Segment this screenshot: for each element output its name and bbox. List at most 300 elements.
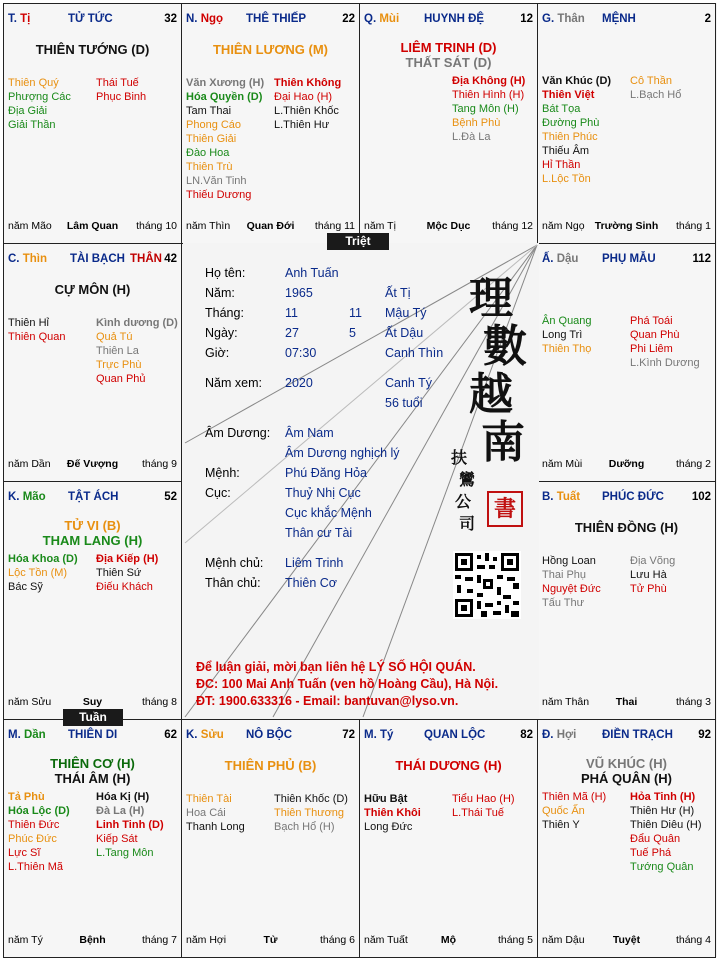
label-nam: Năm: <box>205 286 235 300</box>
minor-star: Hỏa Tinh (H) <box>630 791 696 803</box>
palace-header <box>542 253 711 269</box>
minor-star: Tuế Phá <box>630 847 672 859</box>
main-stars <box>538 520 715 535</box>
minor-star: L.Thiên Mã <box>8 861 64 873</box>
minor-star: Thiên Diêu (H) <box>630 819 702 831</box>
footer-year: năm Tý <box>8 934 43 946</box>
main-stars <box>182 42 359 57</box>
footer-year: năm Mùi <box>542 458 583 470</box>
minor-stars-right <box>630 554 675 596</box>
main-stars <box>182 758 359 773</box>
palace-cell-suu[interactable] <box>181 719 360 958</box>
minor-stars-left <box>186 76 264 202</box>
footer-month: tháng 11 <box>314 220 355 232</box>
main-star: THIÊN ĐỒNG (H) <box>574 520 679 535</box>
palace-header <box>186 729 355 745</box>
minor-star: Hữu Bật <box>364 793 408 805</box>
main-star: LIÊM TRINH (D) <box>400 40 497 55</box>
minor-star: Điếu Khách <box>96 581 153 593</box>
palace-footer <box>542 696 711 710</box>
minor-star: Thiên Thọ <box>542 343 592 355</box>
info-values-2 <box>285 423 400 593</box>
minor-star: Ân Quang <box>542 315 592 327</box>
footer-year: năm Thìn <box>186 220 231 232</box>
minor-stars-right <box>274 76 341 132</box>
life-stage: Bệnh <box>79 934 106 946</box>
minor-star: Phượng Các <box>8 91 71 103</box>
footer-year: năm Tị <box>364 220 396 232</box>
main-star: TỬ VI (B) <box>64 518 121 533</box>
main-star: THIÊN CƠ (H) <box>50 756 135 771</box>
footer-year: năm Dần <box>8 458 51 470</box>
palace-footer <box>542 934 711 948</box>
qr-code-icon[interactable] <box>453 551 521 619</box>
minor-stars-right <box>630 314 700 370</box>
can-chi: T. Tị <box>8 13 31 25</box>
minor-star: L.Thái Tuế <box>452 807 504 819</box>
value-thang-am: 11 <box>349 306 362 320</box>
palace-age: 92 <box>698 729 711 741</box>
palace-header <box>8 253 177 269</box>
value-cuc-3: Thân cư Tài <box>285 526 353 540</box>
minor-star: Bạch Hổ (H) <box>274 821 335 833</box>
palace-cell-thin[interactable] <box>3 243 182 482</box>
value-gio-can: Canh Thìn <box>385 346 444 360</box>
minor-star: Thiên Khốc (D) <box>274 793 348 805</box>
can-chi: B. Tuất <box>542 491 581 503</box>
minor-star: Thiên Tài <box>186 793 232 805</box>
info-can-chi <box>385 283 443 413</box>
contact-line-1: Để luận giải, mời bạn liên hệ LÝ SỐ HỘI QUÁN. <box>196 660 476 674</box>
minor-star: Thiên Khôi <box>364 807 421 819</box>
main-stars <box>360 758 537 773</box>
value-nam-xem-can: Canh Tý <box>385 376 433 390</box>
life-stage: Trường Sinh <box>594 220 659 232</box>
minor-star: Hồng Loan <box>542 555 596 567</box>
palace-name: TẬT ÁCH <box>68 491 119 503</box>
life-stage: Mộ <box>440 934 457 946</box>
minor-stars-left <box>8 552 78 594</box>
minor-star: Hóa Khoa (D) <box>8 553 78 565</box>
palace-name: TÀI BẠCH <box>70 253 125 265</box>
main-star: CỰ MÔN (H) <box>54 282 131 297</box>
minor-stars-right <box>96 552 158 594</box>
minor-stars-left <box>542 314 592 356</box>
than-marker: THÂN <box>130 253 162 265</box>
can-chi: M. Tý <box>364 729 394 741</box>
footer-month: tháng 10 <box>136 220 177 232</box>
label-nam-xem: Năm xem: <box>205 376 262 390</box>
contact-line-3: ĐT: 1900.633316 - Email: bantuvan@lyso.vn. <box>196 694 459 708</box>
minor-star: Đại Hao (H) <box>274 91 333 103</box>
minor-star: Long Đức <box>364 821 413 833</box>
footer-month: tháng 6 <box>319 934 355 946</box>
label-menh: Mệnh: <box>205 466 240 480</box>
minor-star: Văn Khúc (D) <box>542 75 612 87</box>
minor-star: Thiên Quý <box>8 77 59 89</box>
minor-stars-left <box>542 554 601 610</box>
can-chi: Đ. Hợi <box>542 729 577 741</box>
info-labels-2 <box>205 423 270 593</box>
minor-star: Hóa Quyền (D) <box>186 91 263 103</box>
minor-star: Lưu Hà <box>630 569 667 581</box>
main-stars <box>538 756 715 786</box>
minor-stars-right <box>452 792 515 820</box>
minor-star: Bát Tọa <box>542 103 581 115</box>
small-char-4: 司 <box>459 514 476 533</box>
palace-age: 72 <box>342 729 355 741</box>
palace-footer <box>186 220 355 234</box>
label-am-duong: Âm Dương: <box>205 426 271 440</box>
minor-star: Thiên Quan <box>8 331 66 343</box>
label-than-chu: Thân chủ: <box>205 576 261 590</box>
minor-star: Tang Môn (H) <box>452 103 519 115</box>
red-seal: 書 <box>487 491 523 527</box>
value-thang-duong: 11 <box>285 306 298 320</box>
palace-age: 2 <box>704 13 711 25</box>
small-char-1: 扶 <box>451 448 468 467</box>
minor-star: Giải Thần <box>8 119 56 131</box>
footer-month: tháng 12 <box>492 220 533 232</box>
tu-vi-chart <box>3 3 717 957</box>
footer-month: tháng 8 <box>141 696 177 708</box>
minor-star: Thanh Long <box>186 821 245 833</box>
minor-star: Thiên Phúc <box>542 131 598 143</box>
minor-star: Phi Liêm <box>630 343 673 355</box>
can-chi: C. Thìn <box>8 253 47 265</box>
small-chars <box>451 447 475 535</box>
footer-month: tháng 4 <box>675 934 711 946</box>
footer-year: năm Dậu <box>542 934 585 946</box>
value-am-duong-2: Âm Dương nghịch lý <box>285 446 400 460</box>
footer-month: tháng 7 <box>141 934 177 946</box>
minor-star: Tấu Thư <box>542 597 585 609</box>
life-stage: Đế Vượng <box>66 458 119 470</box>
minor-star: Quan Phù <box>630 329 680 341</box>
minor-star: Phá Toái <box>630 315 673 327</box>
minor-star: Tử Phù <box>630 583 667 595</box>
minor-star: Thiếu Âm <box>542 145 590 157</box>
palace-age: 22 <box>342 13 355 25</box>
palace-footer <box>8 696 177 710</box>
minor-star: Kình dương (D) <box>96 317 178 329</box>
minor-stars-right <box>96 76 146 104</box>
footer-year: năm Ngọ <box>542 220 585 232</box>
minor-stars-right <box>274 792 348 834</box>
palace-cell-mui[interactable] <box>359 3 538 244</box>
palace-age: 62 <box>164 729 177 741</box>
life-stage: Tử <box>263 934 278 946</box>
life-stage: Thai <box>615 696 638 708</box>
label-thang: Tháng: <box>205 306 244 320</box>
minor-star: Thai Phụ <box>542 569 587 581</box>
minor-stars-left <box>186 792 245 834</box>
value-menh-chu: Liêm Trinh <box>285 556 344 570</box>
palace-header <box>542 491 711 507</box>
footer-year: năm Sửu <box>8 696 52 708</box>
footer-year: năm Thân <box>542 696 590 708</box>
cal-char-1: 理 <box>469 273 513 324</box>
life-stage: Quan Đới <box>246 220 295 232</box>
can-chi: N. Ngọ <box>186 13 224 25</box>
minor-star: Thiên Y <box>542 819 580 831</box>
minor-star: Bác Sỹ <box>8 581 43 593</box>
palace-cell-ngo[interactable] <box>181 3 360 244</box>
minor-stars-left <box>8 790 70 874</box>
minor-stars-left <box>8 76 71 132</box>
minor-star: L.Đà La <box>452 131 491 143</box>
palace-cell-ti[interactable] <box>3 3 182 244</box>
minor-star: Lực Sĩ <box>8 847 41 859</box>
palace-age: 112 <box>692 253 711 265</box>
minor-star: L.Kình Dương <box>630 357 700 369</box>
minor-star: Thiên Việt <box>542 89 595 101</box>
minor-star: Phúc Đức <box>8 833 57 845</box>
minor-star: Hóa Lộc (D) <box>8 805 70 817</box>
minor-stars-right <box>96 790 164 860</box>
minor-stars-right <box>630 790 702 874</box>
value-cuc-1: Thuỷ Nhị Cục <box>285 486 361 500</box>
value-nam-am: Ất Tị <box>385 286 411 300</box>
minor-star: Đường Phù <box>542 117 600 129</box>
value-ho-ten: Anh Tuấn <box>285 266 339 280</box>
palace-name: HUYNH ĐỆ <box>424 13 485 25</box>
contact-info <box>196 659 498 710</box>
minor-star: Hóa Kị (H) <box>96 791 150 803</box>
minor-star: Hoa Cái <box>186 807 226 819</box>
palace-footer <box>364 220 533 234</box>
value-nam-duong: 1965 <box>285 286 313 300</box>
minor-star: LN.Văn Tinh <box>186 175 247 187</box>
palace-name: ĐIỀN TRẠCH <box>602 729 673 741</box>
minor-star: Thiên Thương <box>274 807 345 819</box>
minor-star: Thiên Trù <box>186 161 233 173</box>
label-ngay: Ngày: <box>205 326 238 340</box>
minor-stars-left <box>542 74 611 186</box>
palace-name: MỆNH <box>602 13 636 25</box>
palace-footer <box>186 934 355 948</box>
footer-month: tháng 2 <box>675 458 711 470</box>
minor-star: Phong Cáo <box>186 119 242 131</box>
can-chi: M. Dần <box>8 729 46 741</box>
value-tuoi: 56 tuổi <box>385 396 423 410</box>
main-stars <box>4 756 181 786</box>
minor-star: Nguyệt Đức <box>542 583 601 595</box>
minor-star: Thiên Không <box>274 77 342 89</box>
main-star: THIÊN PHỦ (B) <box>224 758 317 773</box>
contact-line-2: ĐC: 100 Mai Anh Tuấn (ven hồ Hoàng Cầu), Hà Nội. <box>196 677 499 691</box>
main-star: VŨ KHÚC (H) <box>586 756 667 771</box>
palace-name: TỬ TỨC <box>68 13 113 25</box>
palace-cell-dau[interactable] <box>537 243 716 482</box>
minor-star: Văn Xương (H) <box>186 77 265 89</box>
label-cuc: Cục: <box>205 486 231 500</box>
minor-star: Thiếu Dương <box>186 189 252 201</box>
minor-star: Thiên Hình (H) <box>452 89 525 101</box>
tuan-marker: Tuần <box>63 709 123 726</box>
footer-year: năm Tuất <box>364 934 408 946</box>
minor-star: Tướng Quân <box>630 861 694 873</box>
footer-year: năm Mão <box>8 220 52 232</box>
minor-star: Thiên Giải <box>186 133 237 145</box>
main-star: THẤT SÁT (D) <box>405 55 492 70</box>
palace-header <box>8 13 177 29</box>
palace-header <box>8 491 177 507</box>
main-star: THÁI DƯƠNG (H) <box>395 758 502 773</box>
minor-star: Kiếp Sát <box>96 833 138 845</box>
minor-star: Đà La (H) <box>96 805 145 817</box>
label-ho-ten: Họ tên: <box>205 266 246 280</box>
main-star: THIÊN TƯỚNG (D) <box>35 42 150 57</box>
value-am-duong-1: Âm Nam <box>285 426 334 440</box>
cal-char-3: 越 <box>469 369 513 420</box>
footer-month: tháng 1 <box>675 220 711 232</box>
main-stars <box>360 40 537 70</box>
palace-name: PHỤ MẪU <box>602 253 656 265</box>
small-char-3: 公 <box>455 492 472 511</box>
label-gio: Giờ: <box>205 346 230 360</box>
info-values <box>285 263 339 393</box>
cal-char-4: 南 <box>481 417 525 468</box>
minor-stars-right <box>452 74 525 144</box>
minor-star: Thiên Hỉ <box>8 317 49 329</box>
life-stage: Dưỡng <box>608 458 645 470</box>
value-gio: 07:30 <box>285 346 317 360</box>
footer-month: tháng 9 <box>141 458 177 470</box>
palace-age: 102 <box>691 491 711 503</box>
triet-marker: Triệt <box>327 233 389 250</box>
minor-star: Thiên La <box>96 345 139 357</box>
palace-footer <box>542 220 711 234</box>
main-stars <box>4 518 181 548</box>
palace-footer <box>8 458 177 472</box>
minor-star: Địa Không (H) <box>452 75 526 87</box>
palace-cell-mao[interactable] <box>3 481 182 720</box>
minor-star: L.Tang Môn <box>96 847 154 859</box>
can-chi: G. Thân <box>542 13 585 25</box>
footer-year: năm Hợi <box>186 934 227 946</box>
minor-star: Đẩu Quân <box>630 833 681 845</box>
palace-header <box>364 729 533 745</box>
value-menh: Phú Đăng Hỏa <box>285 466 368 480</box>
minor-star: Thái Tuế <box>96 77 139 89</box>
minor-star: Quả Tú <box>96 331 133 343</box>
palace-name: THÊ THIẾP <box>246 13 307 25</box>
minor-star: L.Lộc Tồn <box>542 173 591 185</box>
palace-age: 82 <box>520 729 533 741</box>
minor-stars-right <box>630 74 681 102</box>
value-than-chu: Thiên Cơ <box>285 576 337 590</box>
info-am-values <box>349 303 362 343</box>
minor-star: Thiên Hư (H) <box>630 805 695 817</box>
palace-footer <box>8 220 177 234</box>
minor-star: Linh Tinh (D) <box>96 819 164 831</box>
palace-footer <box>8 934 177 948</box>
palace-header <box>542 13 711 29</box>
palace-name: QUAN LỘC <box>424 729 486 741</box>
palace-cell-dan[interactable] <box>3 719 182 958</box>
palace-age: 12 <box>520 13 533 25</box>
palace-cell-ty[interactable] <box>359 719 538 958</box>
value-cuc-2: Cục khắc Mệnh <box>285 506 372 520</box>
minor-star: Thiên Đức <box>8 819 60 831</box>
minor-stars-left <box>542 790 606 832</box>
main-stars <box>4 282 181 297</box>
minor-stars-left <box>364 792 421 834</box>
minor-star: Cô Thần <box>630 75 672 87</box>
value-ngay-am: 5 <box>349 326 356 340</box>
palace-age: 42 <box>164 253 177 265</box>
palace-name: THIÊN DI <box>68 729 118 741</box>
minor-star: Quan Phủ <box>96 373 146 385</box>
value-thang-can: Mậu Tý <box>385 306 427 320</box>
palace-header <box>364 13 533 29</box>
minor-stars-left <box>8 316 65 344</box>
minor-star: Quốc Ấn <box>542 805 585 817</box>
minor-star: Thiên Mã (H) <box>542 791 607 803</box>
palace-age: 52 <box>164 491 177 503</box>
minor-star: Phục Binh <box>96 91 147 103</box>
palace-age: 32 <box>164 13 177 25</box>
minor-star: L.Thiên Hư <box>274 119 330 131</box>
minor-star: Lộc Tồn (M) <box>8 567 68 579</box>
info-labels <box>205 263 262 393</box>
palace-header <box>542 729 711 745</box>
main-star: THIÊN LƯƠNG (M) <box>212 42 329 57</box>
value-ngay-can: Ất Dậu <box>385 326 424 340</box>
minor-star: Địa Kiếp (H) <box>96 553 159 565</box>
palace-header <box>186 13 355 29</box>
minor-star: Bệnh Phù <box>452 117 501 129</box>
minor-star: Tả Phù <box>8 791 45 803</box>
minor-star: Thiên Sứ <box>96 567 142 579</box>
minor-star: Địa Võng <box>630 555 676 567</box>
main-star: THÁI ÂM (H) <box>54 771 131 786</box>
life-stage: Suy <box>82 696 103 708</box>
can-chi: Ấ. Dậu <box>542 253 579 265</box>
minor-star: L.Bạch Hổ <box>630 89 682 101</box>
palace-header <box>8 729 177 745</box>
minor-star: Đào Hoa <box>186 147 230 159</box>
palace-name: PHÚC ĐỨC <box>602 491 664 503</box>
main-star: THAM LANG (H) <box>42 533 143 548</box>
life-stage: Tuyệt <box>612 934 641 946</box>
minor-star: Trực Phù <box>96 359 142 371</box>
minor-star: Tiểu Hao (H) <box>452 793 515 805</box>
cal-char-2: 數 <box>483 321 527 372</box>
footer-month: tháng 3 <box>675 696 711 708</box>
label-menh-chu: Mệnh chủ: <box>205 556 264 570</box>
minor-star: L.Thiên Khốc <box>274 105 339 117</box>
palace-cell-hoi[interactable] <box>537 719 716 958</box>
main-star: PHÁ QUÂN (H) <box>581 771 672 786</box>
palace-cell-tuat[interactable] <box>537 481 716 720</box>
minor-stars-right <box>96 316 178 386</box>
footer-month: tháng 5 <box>497 934 533 946</box>
main-stars <box>4 42 181 57</box>
value-ngay-duong: 27 <box>285 326 299 340</box>
can-chi: K. Mão <box>8 491 46 503</box>
value-nam-xem: 2020 <box>285 376 313 390</box>
life-stage: Mộc Dục <box>426 220 471 232</box>
palace-name: NÔ BỘC <box>246 729 292 741</box>
minor-star: Hỉ Thần <box>542 159 581 171</box>
small-char-2: 鸞 <box>459 470 476 489</box>
can-chi: K. Sửu <box>186 729 224 741</box>
palace-cell-than[interactable] <box>537 3 716 244</box>
minor-star: Tam Thai <box>186 105 232 117</box>
palace-footer <box>542 458 711 472</box>
